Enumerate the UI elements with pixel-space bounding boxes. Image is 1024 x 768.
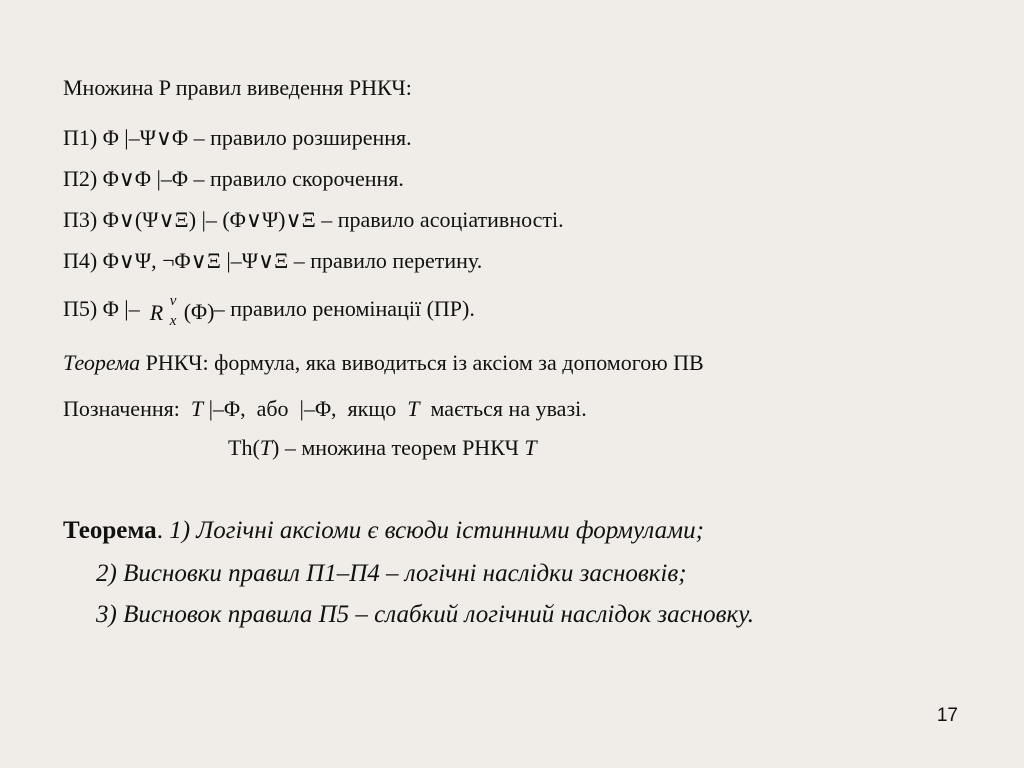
th-T2: T — [524, 435, 537, 460]
formula-R: R — [149, 300, 164, 325]
rule-5-prefix: П5) Φ |– — [63, 296, 140, 321]
theorem-item-3 — [96, 600, 754, 630]
theorem-item-1: 1) Логічні аксіоми є всюди істинними формулами; — [162, 517, 704, 544]
th-mid: ) – множина теорем РНКЧ — [272, 435, 525, 460]
formula-subscript: x — [169, 313, 177, 329]
notation-T1: T — [190, 396, 204, 421]
th-T: T — [259, 435, 273, 460]
theorem-term: Теорема — [63, 350, 141, 375]
theorem-set-line — [228, 435, 537, 461]
rule-5 — [63, 293, 475, 329]
notation-part2: мається на увазі. — [419, 396, 587, 421]
rule-3: П3) Φ∨(Ψ∨Ξ) |– (Φ∨Ψ)∨Ξ – правило асоціативності. — [63, 207, 564, 232]
rule-2: П2) Φ∨Φ |–Φ – правило скорочення. — [63, 166, 404, 191]
page-number: 17 — [936, 705, 958, 726]
theorem-item-2-text: 2) Висновки правил П1–П4 – логічні наслідки засновків; — [96, 560, 687, 587]
theorem-item-1-line — [63, 516, 704, 546]
rule-4: П4) Φ∨Ψ, ¬Φ∨Ξ |–Ψ∨Ξ – правило перетину. — [63, 248, 483, 273]
formula-argument: (Φ) — [183, 299, 215, 324]
th-prefix: Th( — [228, 435, 260, 460]
renomination-formula — [140, 293, 215, 329]
notation-label: Позначення: — [63, 396, 191, 421]
notation-T2: T — [407, 396, 420, 421]
theorem-item-3-text: 3) Висновок правила П5 – слабкий логічний наслідок засновку. — [96, 601, 754, 628]
rules-heading: Множина P правил виведення РНКЧ: — [63, 75, 412, 100]
theorem-definition — [63, 350, 704, 376]
theorem-definition-text: РНКЧ: формула, яка виводиться із аксіом за допомогою ПВ — [140, 350, 704, 375]
theorem-title: Теорема — [63, 517, 157, 544]
rule-5-suffix: – правило реномінації (ПР). — [213, 296, 475, 321]
notation-part1: |–Φ, або |–Φ, якщо — [203, 396, 408, 421]
theorem-item-2 — [96, 559, 687, 589]
formula-superscript: v — [169, 293, 177, 309]
theorem-dot: . — [156, 517, 163, 544]
rule-1: П1) Φ |–Ψ∨Φ – правило розширення. — [63, 125, 412, 150]
notation-line — [63, 396, 587, 422]
